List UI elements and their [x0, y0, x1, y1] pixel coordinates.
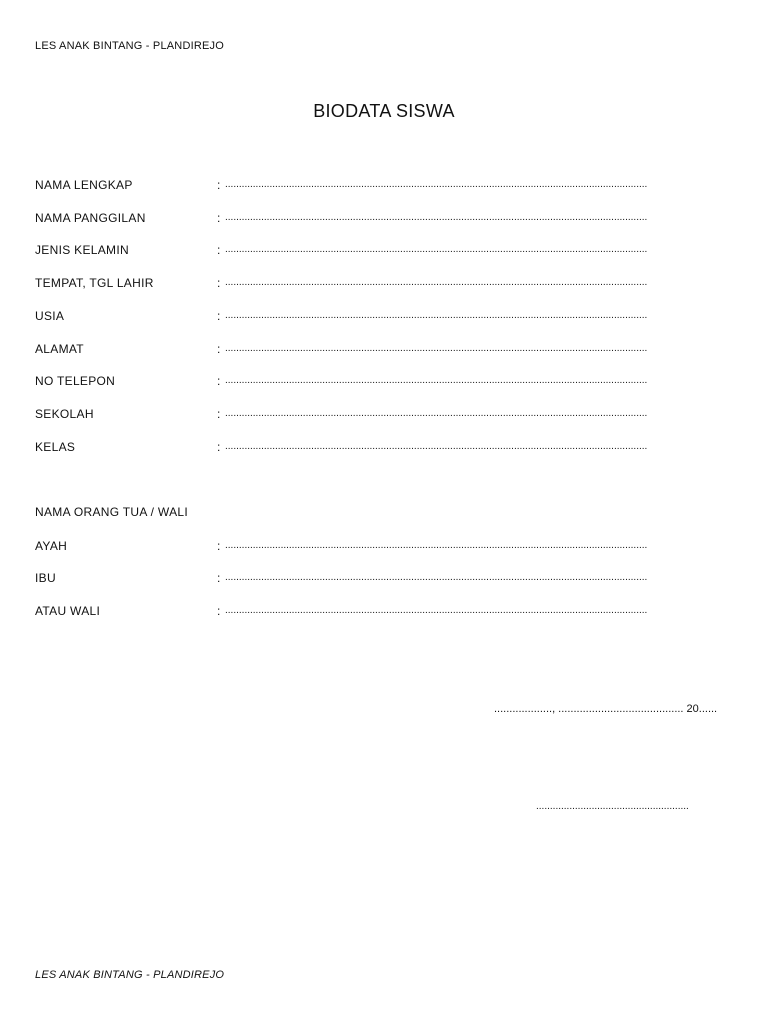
- page-footer: LES ANAK BINTANG - PLANDIREJO: [35, 969, 225, 981]
- field-label: ALAMAT: [35, 342, 84, 356]
- fill-in-line: ........................................................................................................................................................: [225, 441, 648, 452]
- field-label: IBU: [35, 571, 56, 585]
- fill-in-line: ........................................................................................................................................................: [225, 605, 648, 616]
- field-row-usia: [35, 309, 735, 327]
- field-row-alamat: [35, 342, 735, 360]
- field-colon: :: [217, 571, 221, 585]
- fill-in-line: ........................................................................................................................................................: [225, 343, 648, 354]
- field-colon: :: [217, 440, 221, 454]
- signature-line: .......................................................: [536, 801, 689, 812]
- field-label: NO TELEPON: [35, 374, 116, 388]
- field-row-ayah: [35, 539, 735, 557]
- field-label: ATAU WALI: [35, 604, 101, 618]
- field-colon: :: [217, 243, 221, 257]
- place-date-line: ..................., ......................................... 20......: [494, 703, 718, 715]
- field-row-no-telepon: [35, 374, 735, 392]
- field-colon: :: [217, 374, 221, 388]
- field-row-jenis-kelamin: [35, 243, 735, 261]
- field-row-nama-lengkap: [35, 178, 735, 196]
- field-label: NAMA PANGGILAN: [35, 211, 146, 225]
- fill-in-line: ........................................................................................................................................................: [225, 310, 648, 321]
- field-row-atau-wali: [35, 604, 735, 622]
- document-title: BIODATA SISWA: [313, 101, 455, 121]
- fill-in-line: ........................................................................................................................................................: [225, 408, 648, 419]
- field-colon: :: [217, 604, 221, 618]
- fill-in-line: ........................................................................................................................................................: [225, 277, 648, 288]
- fill-in-line: ........................................................................................................................................................: [225, 212, 648, 223]
- parents-section-heading: NAMA ORANG TUA / WALI: [35, 505, 188, 519]
- field-colon: :: [217, 178, 221, 192]
- field-row-kelas: [35, 440, 735, 458]
- fill-in-line: ........................................................................................................................................................: [225, 179, 648, 190]
- field-label: USIA: [35, 309, 65, 323]
- field-colon: :: [217, 309, 221, 323]
- fill-in-line: ........................................................................................................................................................: [225, 244, 648, 255]
- fill-in-line: ........................................................................................................................................................: [225, 572, 648, 583]
- field-colon: :: [217, 211, 221, 225]
- field-row-tempat-tgl-lahir: [35, 276, 735, 294]
- field-colon: :: [217, 539, 221, 553]
- field-label: JENIS KELAMIN: [35, 243, 129, 257]
- field-label: AYAH: [35, 539, 68, 553]
- field-row-ibu: [35, 571, 735, 589]
- field-row-nama-panggilan: [35, 211, 735, 229]
- field-label: KELAS: [35, 440, 76, 454]
- page-header: LES ANAK BINTANG - PLANDIREJO: [35, 40, 224, 52]
- field-label: SEKOLAH: [35, 407, 94, 421]
- field-label: NAMA LENGKAP: [35, 178, 133, 192]
- field-colon: :: [217, 276, 221, 290]
- field-row-sekolah: [35, 407, 735, 425]
- field-colon: :: [217, 407, 221, 421]
- fill-in-line: ........................................................................................................................................................: [225, 540, 648, 551]
- field-colon: :: [217, 342, 221, 356]
- field-label: TEMPAT, TGL LAHIR: [35, 276, 154, 290]
- fill-in-line: ........................................................................................................................................................: [225, 375, 648, 386]
